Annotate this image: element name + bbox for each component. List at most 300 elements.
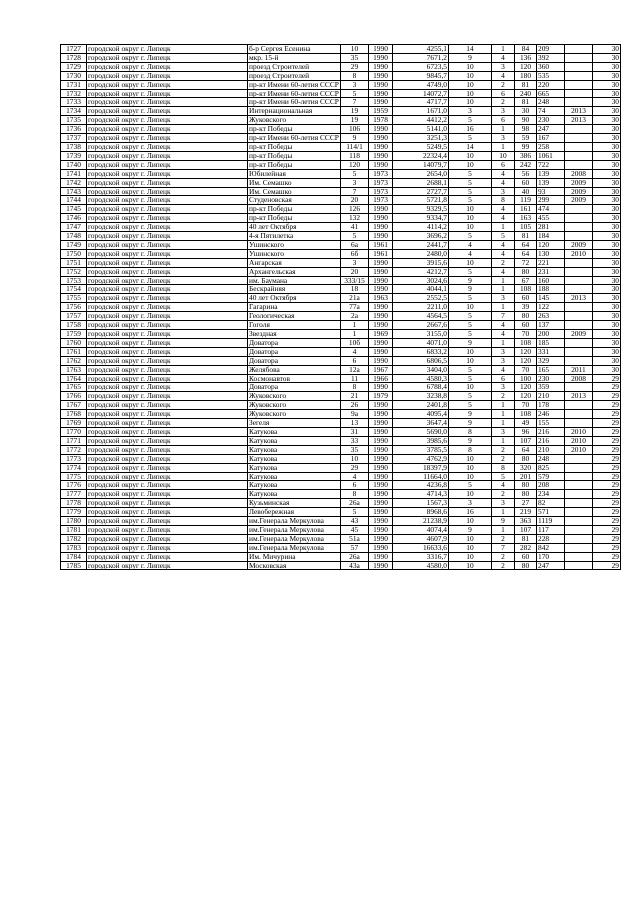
floors-cell: 10 — [449, 534, 492, 543]
repair-year-cell: 2009 — [565, 187, 593, 196]
year-cell: 1990 — [369, 490, 393, 499]
municipality-cell: городской округ г. Липецк — [87, 169, 248, 178]
municipality-cell: городской округ г. Липецк — [87, 45, 248, 54]
entrances-cell: 1 — [492, 419, 515, 428]
entrances-cell: 2 — [492, 258, 515, 267]
repair-year-cell — [565, 543, 593, 552]
row-number-cell: 1776 — [61, 481, 87, 490]
priority-cell: 30 — [593, 205, 621, 214]
area-cell: 2654,0 — [393, 169, 449, 178]
street-cell: Катукова — [248, 427, 341, 436]
street-cell: Интернациональная — [248, 107, 341, 116]
floors-cell: 5 — [449, 321, 492, 330]
priority-cell: 30 — [593, 107, 621, 116]
area-cell: 5249,5 — [393, 142, 449, 151]
year-cell: 1990 — [369, 472, 393, 481]
repair-year-cell: 2013 — [565, 294, 593, 303]
year-cell: 1990 — [369, 410, 393, 419]
municipality-cell: городской округ г. Липецк — [87, 534, 248, 543]
residents-cell: 248 — [537, 98, 565, 107]
apartments-cell: 67 — [515, 276, 537, 285]
table-row — [61, 481, 621, 490]
house-number-cell: 5 — [341, 508, 369, 517]
repair-year-cell — [565, 401, 593, 410]
year-cell: 1990 — [369, 517, 393, 526]
entrances-cell: 2 — [492, 490, 515, 499]
apartments-cell: 64 — [515, 249, 537, 258]
municipality-cell: городской округ г. Липецк — [87, 258, 248, 267]
priority-cell: 29 — [593, 552, 621, 561]
table-row — [61, 508, 621, 517]
area-cell: 11664,0 — [393, 472, 449, 481]
table-row — [61, 454, 621, 463]
repair-year-cell: 2010 — [565, 436, 593, 445]
entrances-cell: 3 — [492, 134, 515, 143]
repair-year-cell — [565, 499, 593, 508]
priority-cell: 29 — [593, 463, 621, 472]
area-cell: 2688,1 — [393, 178, 449, 187]
year-cell: 1990 — [369, 481, 393, 490]
row-number-cell: 1745 — [61, 205, 87, 214]
municipality-cell: городской округ г. Липецк — [87, 294, 248, 303]
year-cell: 1990 — [369, 463, 393, 472]
street-cell: Ушинского — [248, 249, 341, 258]
municipality-cell: городской округ г. Липецк — [87, 338, 248, 347]
repair-year-cell: 2010 — [565, 445, 593, 454]
apartments-cell: 70 — [515, 365, 537, 374]
repair-year-cell — [565, 142, 593, 151]
apartments-cell: 70 — [515, 330, 537, 339]
year-cell: 1990 — [369, 232, 393, 241]
entrances-cell: 1 — [492, 125, 515, 134]
floors-cell: 10 — [449, 356, 492, 365]
priority-cell: 30 — [593, 196, 621, 205]
area-cell: 4071,0 — [393, 338, 449, 347]
row-number-cell: 1731 — [61, 80, 87, 89]
residents-cell: 359 — [537, 383, 565, 392]
street-cell: Катукова — [248, 481, 341, 490]
residents-cell: 360 — [537, 62, 565, 71]
floors-cell: 4 — [449, 240, 492, 249]
municipality-cell: городской округ г. Липецк — [87, 410, 248, 419]
apartments-cell: 120 — [515, 62, 537, 71]
floors-cell: 10 — [449, 490, 492, 499]
apartments-cell: 163 — [515, 214, 537, 223]
street-cell: Жуковского — [248, 410, 341, 419]
residents-cell: 247 — [537, 561, 565, 570]
repair-year-cell: 2010 — [565, 249, 593, 258]
table-row — [61, 294, 621, 303]
apartments-cell: 107 — [515, 525, 537, 534]
entrances-cell: 6 — [492, 89, 515, 98]
entrances-cell: 2 — [492, 534, 515, 543]
residents-cell: 228 — [537, 534, 565, 543]
entrances-cell: 3 — [492, 347, 515, 356]
entrances-cell: 4 — [492, 53, 515, 62]
floors-cell: 5 — [449, 374, 492, 383]
area-cell: 4714,3 — [393, 490, 449, 499]
area-cell: 1671,0 — [393, 107, 449, 116]
residents-cell: 167 — [537, 134, 565, 143]
municipality-cell: городской округ г. Липецк — [87, 240, 248, 249]
floors-cell: 5 — [449, 134, 492, 143]
floors-cell: 5 — [449, 392, 492, 401]
row-number-cell: 1729 — [61, 62, 87, 71]
residents-cell: 455 — [537, 214, 565, 223]
repair-year-cell — [565, 80, 593, 89]
street-cell: Доватора — [248, 383, 341, 392]
street-cell: Ангарская — [248, 258, 341, 267]
municipality-cell: городской округ г. Липецк — [87, 543, 248, 552]
floors-cell: 10 — [449, 472, 492, 481]
repair-year-cell — [565, 45, 593, 54]
municipality-cell: городской округ г. Липецк — [87, 276, 248, 285]
street-cell: Архангельская — [248, 267, 341, 276]
residents-cell: 299 — [537, 196, 565, 205]
year-cell: 1990 — [369, 98, 393, 107]
row-number-cell: 1750 — [61, 249, 87, 258]
repair-year-cell — [565, 490, 593, 499]
table-row — [61, 285, 621, 294]
area-cell: 4114,2 — [393, 223, 449, 232]
municipality-cell: городской округ г. Липецк — [87, 454, 248, 463]
area-cell: 2401,8 — [393, 401, 449, 410]
residents-cell: 1061 — [537, 151, 565, 160]
row-number-cell: 1758 — [61, 321, 87, 330]
apartments-cell: 240 — [515, 89, 537, 98]
row-number-cell: 1784 — [61, 552, 87, 561]
residents-cell: 722 — [537, 160, 565, 169]
row-number-cell: 1738 — [61, 142, 87, 151]
house-number-cell: 333/15 — [341, 276, 369, 285]
priority-cell: 29 — [593, 561, 621, 570]
priority-cell: 30 — [593, 178, 621, 187]
priority-cell: 29 — [593, 472, 621, 481]
year-cell: 1990 — [369, 276, 393, 285]
repair-year-cell — [565, 258, 593, 267]
entrances-cell: 3 — [492, 62, 515, 71]
year-cell: 1990 — [369, 427, 393, 436]
priority-cell: 30 — [593, 80, 621, 89]
table-row — [61, 356, 621, 365]
municipality-cell: городской округ г. Липецк — [87, 508, 248, 517]
repair-year-cell — [565, 534, 593, 543]
residents-cell: 170 — [537, 552, 565, 561]
table-row — [61, 169, 621, 178]
priority-cell: 30 — [593, 240, 621, 249]
table-row — [61, 258, 621, 267]
priority-cell: 29 — [593, 401, 621, 410]
apartments-cell: 136 — [515, 53, 537, 62]
floors-cell: 10 — [449, 454, 492, 463]
municipality-cell: городской округ г. Липецк — [87, 312, 248, 321]
street-cell: Гагарина — [248, 303, 341, 312]
row-number-cell: 1761 — [61, 347, 87, 356]
street-cell: Доватора — [248, 356, 341, 365]
street-cell: им.Генерала Меркулова — [248, 517, 341, 526]
row-number-cell: 1735 — [61, 116, 87, 125]
row-number-cell: 1754 — [61, 285, 87, 294]
area-cell: 14079,7 — [393, 160, 449, 169]
street-cell: Катукова — [248, 436, 341, 445]
repair-year-cell — [565, 160, 593, 169]
row-number-cell: 1783 — [61, 543, 87, 552]
street-cell: Жуковского — [248, 392, 341, 401]
year-cell: 1969 — [369, 330, 393, 339]
entrances-cell: 3 — [492, 499, 515, 508]
area-cell: 3915,6 — [393, 258, 449, 267]
row-number-cell: 1742 — [61, 178, 87, 187]
repair-year-cell — [565, 71, 593, 80]
year-cell: 1990 — [369, 445, 393, 454]
repair-year-cell — [565, 62, 593, 71]
year-cell: 1959 — [369, 107, 393, 116]
entrances-cell: 4 — [492, 178, 515, 187]
residents-cell: 230 — [537, 374, 565, 383]
municipality-cell: городской округ г. Липецк — [87, 285, 248, 294]
year-cell: 1973 — [369, 196, 393, 205]
table-row — [61, 80, 621, 89]
residents-cell: 665 — [537, 89, 565, 98]
house-number-cell: 20 — [341, 196, 369, 205]
municipality-cell: городской округ г. Липецк — [87, 374, 248, 383]
area-cell: 16633,6 — [393, 543, 449, 552]
priority-cell: 30 — [593, 62, 621, 71]
house-number-cell: 126 — [341, 205, 369, 214]
row-number-cell: 1730 — [61, 71, 87, 80]
row-number-cell: 1734 — [61, 107, 87, 116]
house-number-cell: 6а — [341, 240, 369, 249]
street-cell: 4-я Пятилетка — [248, 232, 341, 241]
apartments-cell: 64 — [515, 240, 537, 249]
row-number-cell: 1777 — [61, 490, 87, 499]
year-cell: 1990 — [369, 258, 393, 267]
row-number-cell: 1772 — [61, 445, 87, 454]
row-number-cell: 1757 — [61, 312, 87, 321]
table-row — [61, 45, 621, 54]
year-cell: 1990 — [369, 53, 393, 62]
row-number-cell: 1770 — [61, 427, 87, 436]
street-cell: Кузьминская — [248, 499, 341, 508]
apartments-cell: 40 — [515, 187, 537, 196]
municipality-cell: городской округ г. Липецк — [87, 321, 248, 330]
floors-cell: 5 — [449, 178, 492, 187]
residents-cell: 120 — [537, 240, 565, 249]
street-cell: Катукова — [248, 490, 341, 499]
street-cell: Юбилейная — [248, 169, 341, 178]
entrances-cell: 2 — [492, 454, 515, 463]
area-cell: 1567,3 — [393, 499, 449, 508]
year-cell: 1973 — [369, 178, 393, 187]
house-number-cell: 19 — [341, 116, 369, 125]
year-cell: 1966 — [369, 374, 393, 383]
area-cell: 4255,1 — [393, 45, 449, 54]
year-cell: 1990 — [369, 142, 393, 151]
repair-year-cell — [565, 285, 593, 294]
house-number-cell: 114/1 — [341, 142, 369, 151]
municipality-cell: городской округ г. Липецк — [87, 107, 248, 116]
residents-cell: 137 — [537, 321, 565, 330]
area-cell: 5721,8 — [393, 196, 449, 205]
entrances-cell: 3 — [492, 294, 515, 303]
municipality-cell: городской округ г. Липецк — [87, 561, 248, 570]
table-row — [61, 365, 621, 374]
area-cell: 4564,5 — [393, 312, 449, 321]
residents-cell: 331 — [537, 347, 565, 356]
apartments-cell: 201 — [515, 472, 537, 481]
entrances-cell: 2 — [492, 392, 515, 401]
year-cell: 1963 — [369, 294, 393, 303]
year-cell: 1990 — [369, 312, 393, 321]
residents-cell: 93 — [537, 187, 565, 196]
row-number-cell: 1753 — [61, 276, 87, 285]
apartments-cell: 98 — [515, 125, 537, 134]
entrances-cell: 7 — [492, 543, 515, 552]
street-cell: Студеновская — [248, 196, 341, 205]
row-number-cell: 1765 — [61, 383, 87, 392]
floors-cell: 9 — [449, 276, 492, 285]
entrances-cell: 6 — [492, 116, 515, 125]
apartments-cell: 107 — [515, 436, 537, 445]
area-cell: 6788,4 — [393, 383, 449, 392]
area-cell: 3155,0 — [393, 330, 449, 339]
repair-year-cell — [565, 205, 593, 214]
repair-year-cell: 2009 — [565, 240, 593, 249]
year-cell: 1967 — [369, 365, 393, 374]
house-number-cell: 8 — [341, 383, 369, 392]
priority-cell: 29 — [593, 481, 621, 490]
year-cell: 1990 — [369, 543, 393, 552]
apartments-cell: 70 — [515, 401, 537, 410]
municipality-cell: городской округ г. Липецк — [87, 490, 248, 499]
priority-cell: 30 — [593, 223, 621, 232]
street-cell: им.Генерала Меркулова — [248, 534, 341, 543]
house-number-cell: 20 — [341, 267, 369, 276]
street-cell: проезд Строителей — [248, 62, 341, 71]
house-number-cell: 26а — [341, 552, 369, 561]
residents-cell: 231 — [537, 267, 565, 276]
residents-cell: 216 — [537, 436, 565, 445]
street-cell: б-р Сергея Есенина — [248, 45, 341, 54]
repair-year-cell — [565, 552, 593, 561]
house-number-cell: 6 — [341, 356, 369, 365]
table-row — [61, 276, 621, 285]
residents-cell: 139 — [537, 178, 565, 187]
table-row — [61, 178, 621, 187]
year-cell: 1990 — [369, 561, 393, 570]
priority-cell: 29 — [593, 490, 621, 499]
municipality-cell: городской округ г. Липецк — [87, 223, 248, 232]
priority-cell: 30 — [593, 258, 621, 267]
entrances-cell: 4 — [492, 481, 515, 490]
row-number-cell: 1769 — [61, 419, 87, 428]
apartments-cell: 105 — [515, 223, 537, 232]
residents-cell: 247 — [537, 125, 565, 134]
area-cell: 3238,8 — [393, 392, 449, 401]
repair-year-cell — [565, 419, 593, 428]
house-number-cell: 3 — [341, 258, 369, 267]
area-cell: 2441,7 — [393, 240, 449, 249]
municipality-cell: городской округ г. Липецк — [87, 392, 248, 401]
floors-cell: 3 — [449, 499, 492, 508]
house-number-cell: 13 — [341, 419, 369, 428]
municipality-cell: городской округ г. Липецк — [87, 187, 248, 196]
area-cell: 5141,0 — [393, 125, 449, 134]
priority-cell: 30 — [593, 134, 621, 143]
area-cell: 3404,0 — [393, 365, 449, 374]
priority-cell: 30 — [593, 338, 621, 347]
apartments-cell: 320 — [515, 463, 537, 472]
street-cell: Катукова — [248, 472, 341, 481]
table-row — [61, 401, 621, 410]
house-number-cell: 2а — [341, 312, 369, 321]
priority-cell: 29 — [593, 410, 621, 419]
apartments-cell: 120 — [515, 356, 537, 365]
residents-cell: 246 — [537, 410, 565, 419]
year-cell: 1990 — [369, 214, 393, 223]
house-number-cell: 8 — [341, 71, 369, 80]
priority-cell: 30 — [593, 285, 621, 294]
entrances-cell: 3 — [492, 383, 515, 392]
row-number-cell: 1767 — [61, 401, 87, 410]
row-number-cell: 1771 — [61, 436, 87, 445]
floors-cell: 14 — [449, 142, 492, 151]
residents-cell: 139 — [537, 169, 565, 178]
apartments-cell: 363 — [515, 517, 537, 526]
floors-cell: 5 — [449, 232, 492, 241]
area-cell: 6806,5 — [393, 356, 449, 365]
residents-cell: 210 — [537, 392, 565, 401]
priority-cell: 30 — [593, 249, 621, 258]
municipality-cell: городской округ г. Липецк — [87, 481, 248, 490]
table-row — [61, 303, 621, 312]
row-number-cell: 1741 — [61, 169, 87, 178]
area-cell: 3985,6 — [393, 436, 449, 445]
floors-cell: 16 — [449, 508, 492, 517]
floors-cell: 10 — [449, 205, 492, 214]
floors-cell: 10 — [449, 463, 492, 472]
table-row — [61, 472, 621, 481]
house-number-cell: 18 — [341, 285, 369, 294]
row-number-cell: 1751 — [61, 258, 87, 267]
row-number-cell: 1778 — [61, 499, 87, 508]
repair-year-cell: 2011 — [565, 365, 593, 374]
municipality-cell: городской округ г. Липецк — [87, 62, 248, 71]
street-cell: проезд Строителей — [248, 71, 341, 80]
priority-cell: 29 — [593, 392, 621, 401]
repair-year-cell — [565, 223, 593, 232]
priority-cell: 30 — [593, 53, 621, 62]
priority-cell: 30 — [593, 142, 621, 151]
street-cell: Жуковского — [248, 401, 341, 410]
entrances-cell: 6 — [492, 374, 515, 383]
municipality-cell: городской округ г. Липецк — [87, 365, 248, 374]
residents-cell: 185 — [537, 338, 565, 347]
year-cell: 1990 — [369, 525, 393, 534]
row-number-cell: 1759 — [61, 330, 87, 339]
entrances-cell: 4 — [492, 214, 515, 223]
year-cell: 1990 — [369, 223, 393, 232]
year-cell: 1990 — [369, 267, 393, 276]
repair-year-cell — [565, 232, 593, 241]
entrances-cell: 9 — [492, 517, 515, 526]
table-row — [61, 62, 621, 71]
residents-cell: 209 — [537, 45, 565, 54]
house-number-cell: 10б — [341, 338, 369, 347]
year-cell: 1961 — [369, 240, 393, 249]
street-cell: Доватора — [248, 338, 341, 347]
apartments-cell: 119 — [515, 196, 537, 205]
